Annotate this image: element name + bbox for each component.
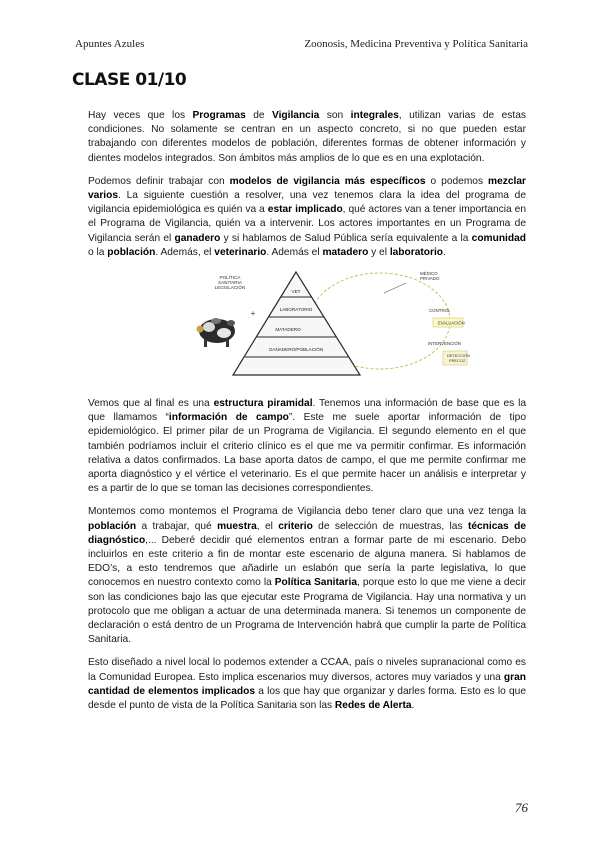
page-title: CLASE 01/10 xyxy=(72,70,187,90)
paragraph-5: Esto diseñado a nivel local lo podemos extender a CCAA, país o niveles supranacional como es la Comunidad Europea. Esto implica escenarios muy diversos, actores muy variados y una gran cantidad de elementos implicados a los que hay que organizar y darles forma. Esto es lo que desde el punto de vista de la Política Sanitaria son las Redes de Alerta. xyxy=(88,657,526,712)
level-laboratorio: LABORATORIO xyxy=(279,307,313,313)
paragraph-3: Vemos que al final es una estructura piramidal. Tenemos una información de base que es la que llamamos “información de campo”. Este me suele aportar información de tipo epidemiológico. El primer pilar de un Programa de Vigilancia. El segundo elemento en el que también podríamos incluir el criterio clínico es el que me va permitir confirmar. Es información relativa a datos confirmados. La base aporta datos de campo, el que me permite confirmar me aporta diagnóstico y el vértice el veterinario. Es el que permite hacer un análisis e interpretar y es a partir de lo que se toman las decisiones correspondientes. xyxy=(88,398,527,495)
pyramid-diagram xyxy=(88,269,526,381)
paragraph-1: Hay veces que los Programas de Vigilancia son integrales, utilizan varias de estas condiciones. No solamente se centran en un aspecto concreto, si no que pueden estar trabajando con diferentes modelos de población, diferentes formas de obtener información y dientes modelos integrados. Son ámbitos más amplios de lo que es en una explotación. xyxy=(88,110,526,164)
body-text xyxy=(88,109,526,722)
label-intervencion: INTERVENCIÓN xyxy=(428,341,462,347)
level-vet: VET xyxy=(291,289,301,295)
cattle-image xyxy=(197,318,236,347)
paragraph-4: Montemos como montemos el Programa de Vigilancia debo tener claro que una vez tenga la población a trabajar, qué muestra, el criterio de selección de muestras, las técnicas de diagnóstico,... Deberé decidir qué elementos entran a formar parte de mi escenario. Debo incluirlos en este criterio a fin de montar este escenario de alguna manera. Si hablamos de EDO’s, a esto tendremos que añadirle un eslabón que sería la parte legislativa, lo que conocemos en nuestro contexto como la Política Sanitaria, porque esto lo que me viene a decir son las condiciones bajo las que ejecutar este Programa de Vigilancia. Hay una normativa y un protocolo que me obligan a actuar de una determinada manera. Si tenemos un componente de declaración o está dentro de un Programa de Intervención habrá que cumplir la parte de Política Sanitaria. xyxy=(88,506,526,646)
label-deteccion-precoz: DETECCIÓN PRECOZ xyxy=(447,353,470,364)
page-number: 76 xyxy=(515,800,528,815)
header-left: Apuntes Azules xyxy=(75,38,145,50)
pyramid xyxy=(233,271,418,375)
pyramid-figure xyxy=(88,269,526,381)
paragraph-2: Podemos definir trabajar con modelos de vigilancia más específicos o podemos mezclar varios. La siguiente cuestión a resolver, una vez tenemos clara la idea del programa de vigilancia epidemiológica es quién va a estar implicado, qué actores van a tener importancia en el Programa de Vigilancia, quién va a intervenir. Los actores importantes en un Programa de Vigilancia serán el ganadero y si hablamos de Salud Pública sería equivalente a la comunidad o la población. Además, el veterinario. Además el matadero y el laboratorio. xyxy=(88,175,526,258)
level-matadero: MATADERO xyxy=(275,327,301,333)
header-right: Zoonosis, Medicina Preventiva y Política Sanitaria xyxy=(304,38,528,50)
label-control: CONTROL xyxy=(429,308,451,314)
label-evaluacion: EVALUACIÓN xyxy=(438,320,465,326)
figure-left-label: POLÍTICA SANITARIA LEGISLACIÓN xyxy=(214,275,246,291)
label-medico-privado: MÉDICO PRIVADO xyxy=(420,271,440,282)
level-ganadero: GANADERO/POBLACIÓN xyxy=(268,347,324,353)
figure-plus: + xyxy=(250,309,256,319)
